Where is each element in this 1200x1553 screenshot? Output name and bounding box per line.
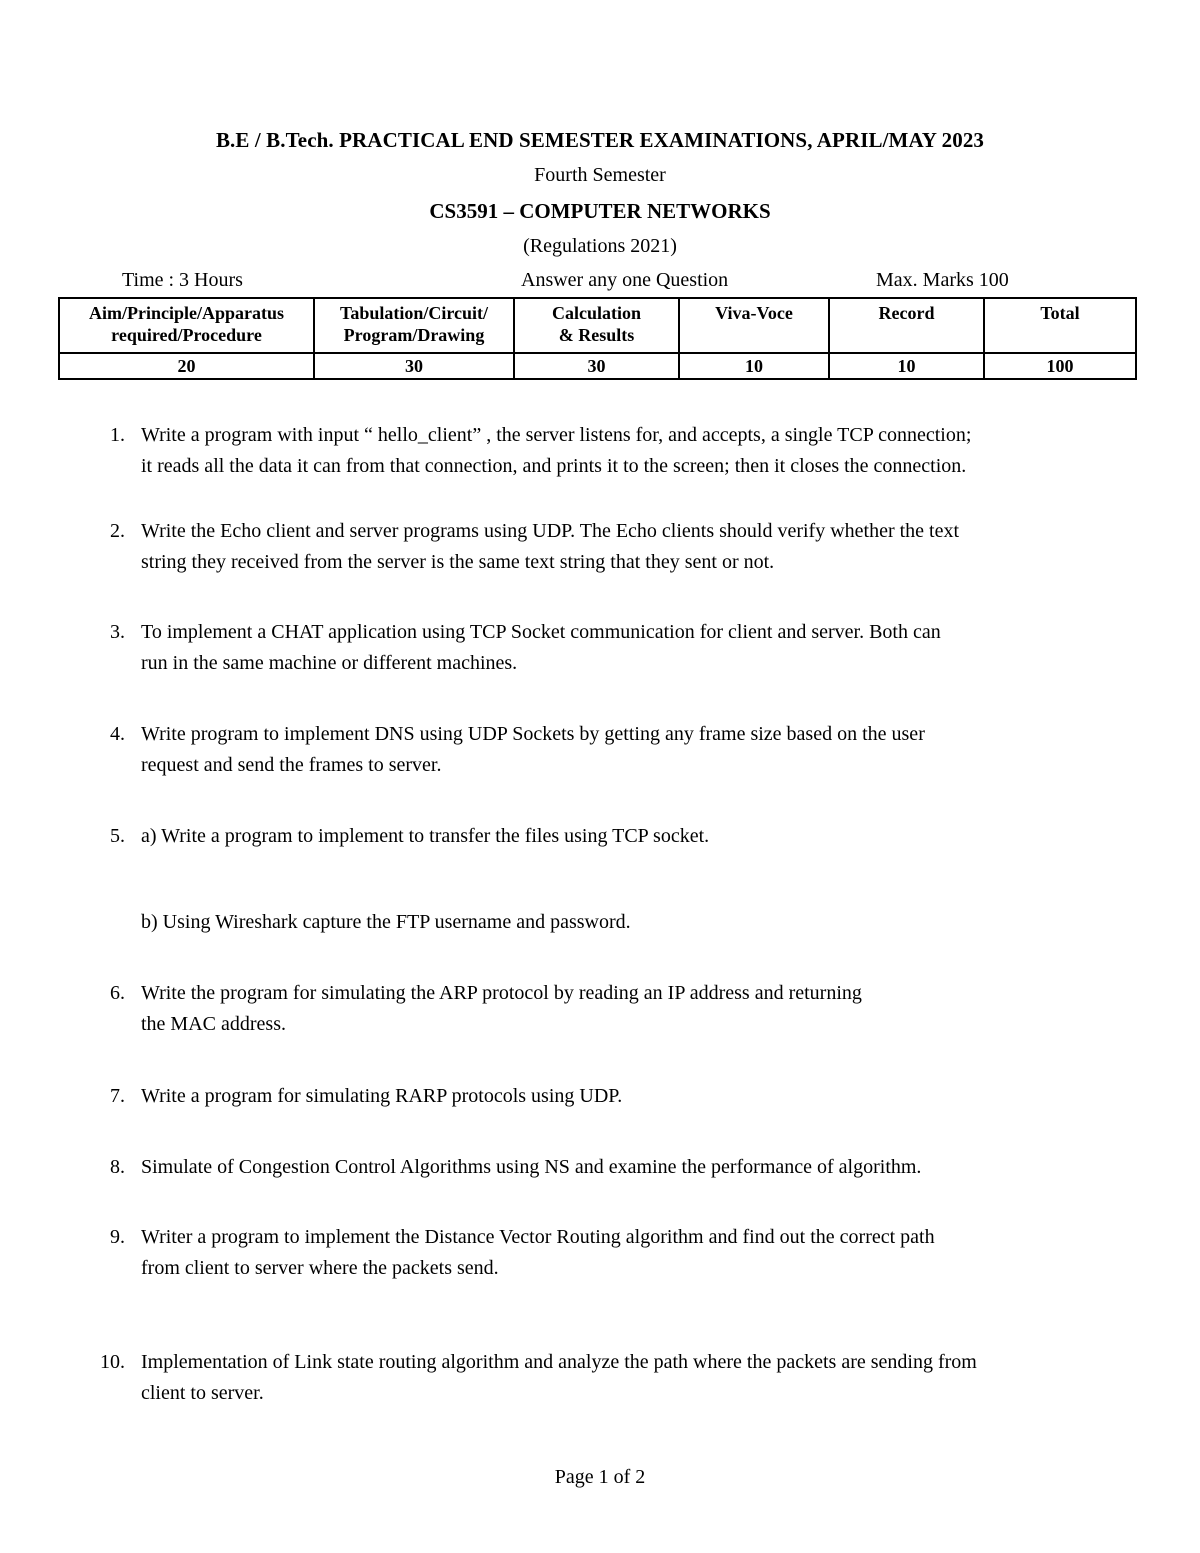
regulations-label: (Regulations 2021) xyxy=(523,235,677,257)
marks-header-cell: Viva-Voce xyxy=(679,298,829,353)
semester-label: Fourth Semester xyxy=(534,164,666,186)
question-text: Implementation of Link state routing algorithm and analyze the path where the packets are sending from client to server. xyxy=(141,1351,977,1404)
marks-value-cell: 20 xyxy=(59,353,314,379)
question-text: Write the program for simulating the ARP protocol by reading an IP address and returning the MAC address. xyxy=(141,982,862,1035)
question-number: 10. xyxy=(100,1351,125,1373)
question-text: Write the Echo client and server programs using UDP. The Echo clients should verify whether the text string they received from the server is the same text string that they sent or not. xyxy=(141,520,960,573)
question-number: 2. xyxy=(110,520,125,542)
marks-header-cell: Record xyxy=(829,298,984,353)
marks-header-cell: Total xyxy=(984,298,1136,353)
question-text: Write a program for simulating RARP protocols using UDP. xyxy=(141,1085,623,1107)
question-text: b) Using Wireshark capture the FTP username and password. xyxy=(141,911,631,933)
course-title: CS3591 – COMPUTER NETWORKS xyxy=(429,199,771,223)
question-text: To implement a CHAT application using TCP Socket communication for client and server. Both can run in the same machine or different machines. xyxy=(141,621,941,674)
question-number: 4. xyxy=(110,723,125,745)
question-number: 9. xyxy=(110,1226,125,1248)
question-number: 7. xyxy=(110,1085,125,1107)
marks-value-cell: 100 xyxy=(984,353,1136,379)
question-number: 8. xyxy=(110,1156,125,1178)
max-marks-label: Max. Marks 100 xyxy=(876,269,1009,291)
time-label: Time : 3 Hours xyxy=(122,269,243,291)
question-text: Simulate of Congestion Control Algorithms using NS and examine the performance of algorithm. xyxy=(141,1156,922,1178)
marks-table-values-row xyxy=(59,353,1136,379)
marks-value-cell: 10 xyxy=(679,353,829,379)
question-number: 3. xyxy=(110,621,125,643)
question-text: Write program to implement DNS using UDP Sockets by getting any frame size based on the user request and send the frames to server. xyxy=(141,723,925,776)
marks-value-cell: 30 xyxy=(314,353,514,379)
exam-title: B.E / B.Tech. PRACTICAL END SEMESTER EXAMINATIONS, APRIL/MAY 2023 xyxy=(215,128,985,152)
question-number: 6. xyxy=(110,982,125,1004)
question-text: a) Write a program to implement to transfer the files using TCP socket. xyxy=(141,825,710,847)
marks-table xyxy=(58,297,1137,380)
marks-header-cell: Calculation & Results xyxy=(514,298,679,353)
marks-value-cell: 10 xyxy=(829,353,984,379)
marks-table-header-row xyxy=(59,298,1136,353)
question-number: 5. xyxy=(110,825,125,847)
page-number: Page 1 of 2 xyxy=(554,1466,646,1488)
marks-value-cell: 30 xyxy=(514,353,679,379)
marks-header-cell: Tabulation/Circuit/ Program/Drawing xyxy=(314,298,514,353)
instruction-label: Answer any one Question xyxy=(521,269,729,291)
question-number: 1. xyxy=(110,424,125,446)
question-text: Writer a program to implement the Distance Vector Routing algorithm and find out the correct path from client to server where the packets send. xyxy=(141,1226,935,1279)
question-text: Write a program with input “ hello_client” , the server listens for, and accepts, a single TCP connection; it reads all the data it can from that connection, and prints it to the screen; then it closes the connection. xyxy=(141,424,972,477)
marks-header-cell: Aim/Principle/Apparatus required/Procedure xyxy=(59,298,314,353)
